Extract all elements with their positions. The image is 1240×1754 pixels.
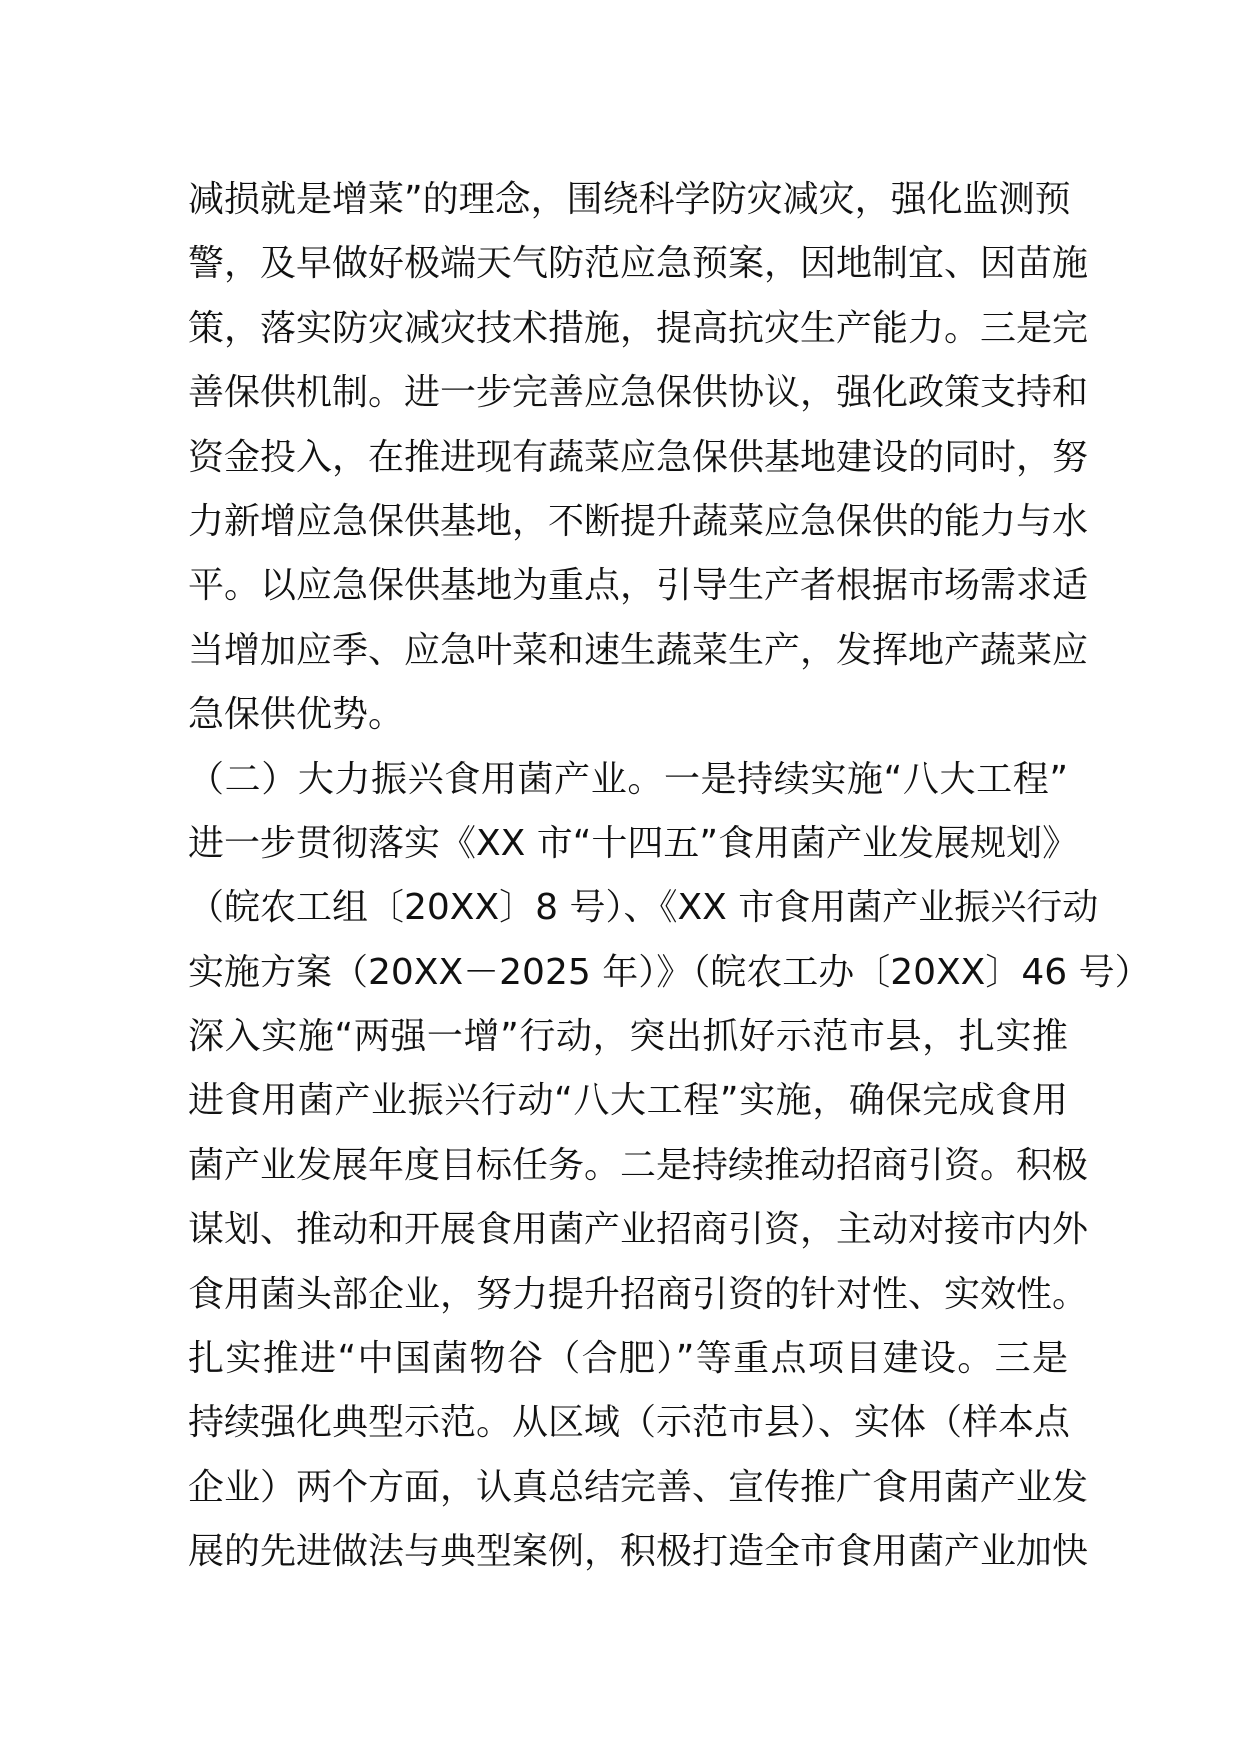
text-line: 平。以应急保供基地为重点，引导生产者根据市场需求适 [188,565,1089,607]
text-line: 进一步贯彻落实《XX 市“十四五”食用菌产业发展规划》 [188,822,1079,864]
text-line: 力新增应急保供基地，不断提升蔬菜应急保供的能力与水 [188,500,1089,542]
text-line: 善保供机制。进一步完善应急保供协议，强化政策支持和 [188,372,1089,414]
text-line: 企业）两个方面，认真总结完善、宣传推广食用菌产业发 [188,1466,1089,1508]
text-line: 减损就是增菜”的理念，围绕科学防灾减灾，强化监测预 [188,179,1071,220]
text-line: 菌产业发展年度目标任务。二是持续推动招商引资。积极 [188,1144,1089,1186]
text-line: 警，及早做好极端天气防范应急预案，因地制宜、因苗施 [188,243,1089,285]
text-line: 持续强化典型示范。从区域（示范市县）、实体（样本点 [188,1402,1071,1444]
text-line: 策，落实防灾减灾技术措施，提高抗灾生产能力。三是完 [188,307,1089,349]
text-line: 谋划、推动和开展食用菌产业招商引资，主动对接市内外 [188,1209,1089,1251]
text-line: 食用菌头部企业，努力提升招商引资的针对性、实效性。 [188,1273,1089,1315]
text-line: 急保供优势。 [188,694,405,736]
text-line: 扎实推进“中国菌物谷（合肥）”等重点项目建设。三是 [188,1338,1068,1380]
text-line: 进食用菌产业振兴行动“八大工程”实施，确保完成食用 [188,1080,1068,1122]
text-line: （皖农工组〔20XX〕8 号）、《XX 市食用菌产业振兴行动 [188,887,1099,929]
text-line: 展的先进做法与典型案例，积极打造全市食用菌产业加快 [188,1531,1089,1573]
text-line: 资金投入，在推进现有蔬菜应急保供基地建设的同时，努 [188,436,1089,478]
section-heading-line: （二）大力振兴食用菌产业。一是持续实施“八大工程” [188,758,1068,800]
text-line: 实施方案（20XX－2025 年）》（皖农工办〔20XX〕46 号） [188,951,1151,993]
text-line: 当增加应季、应急叶菜和速生蔬菜生产，发挥地产蔬菜应 [188,629,1089,671]
body-text [188,168,1151,1585]
text-line: 深入实施“两强一增”行动，突出抓好示范市县，扎实推 [188,1016,1068,1058]
